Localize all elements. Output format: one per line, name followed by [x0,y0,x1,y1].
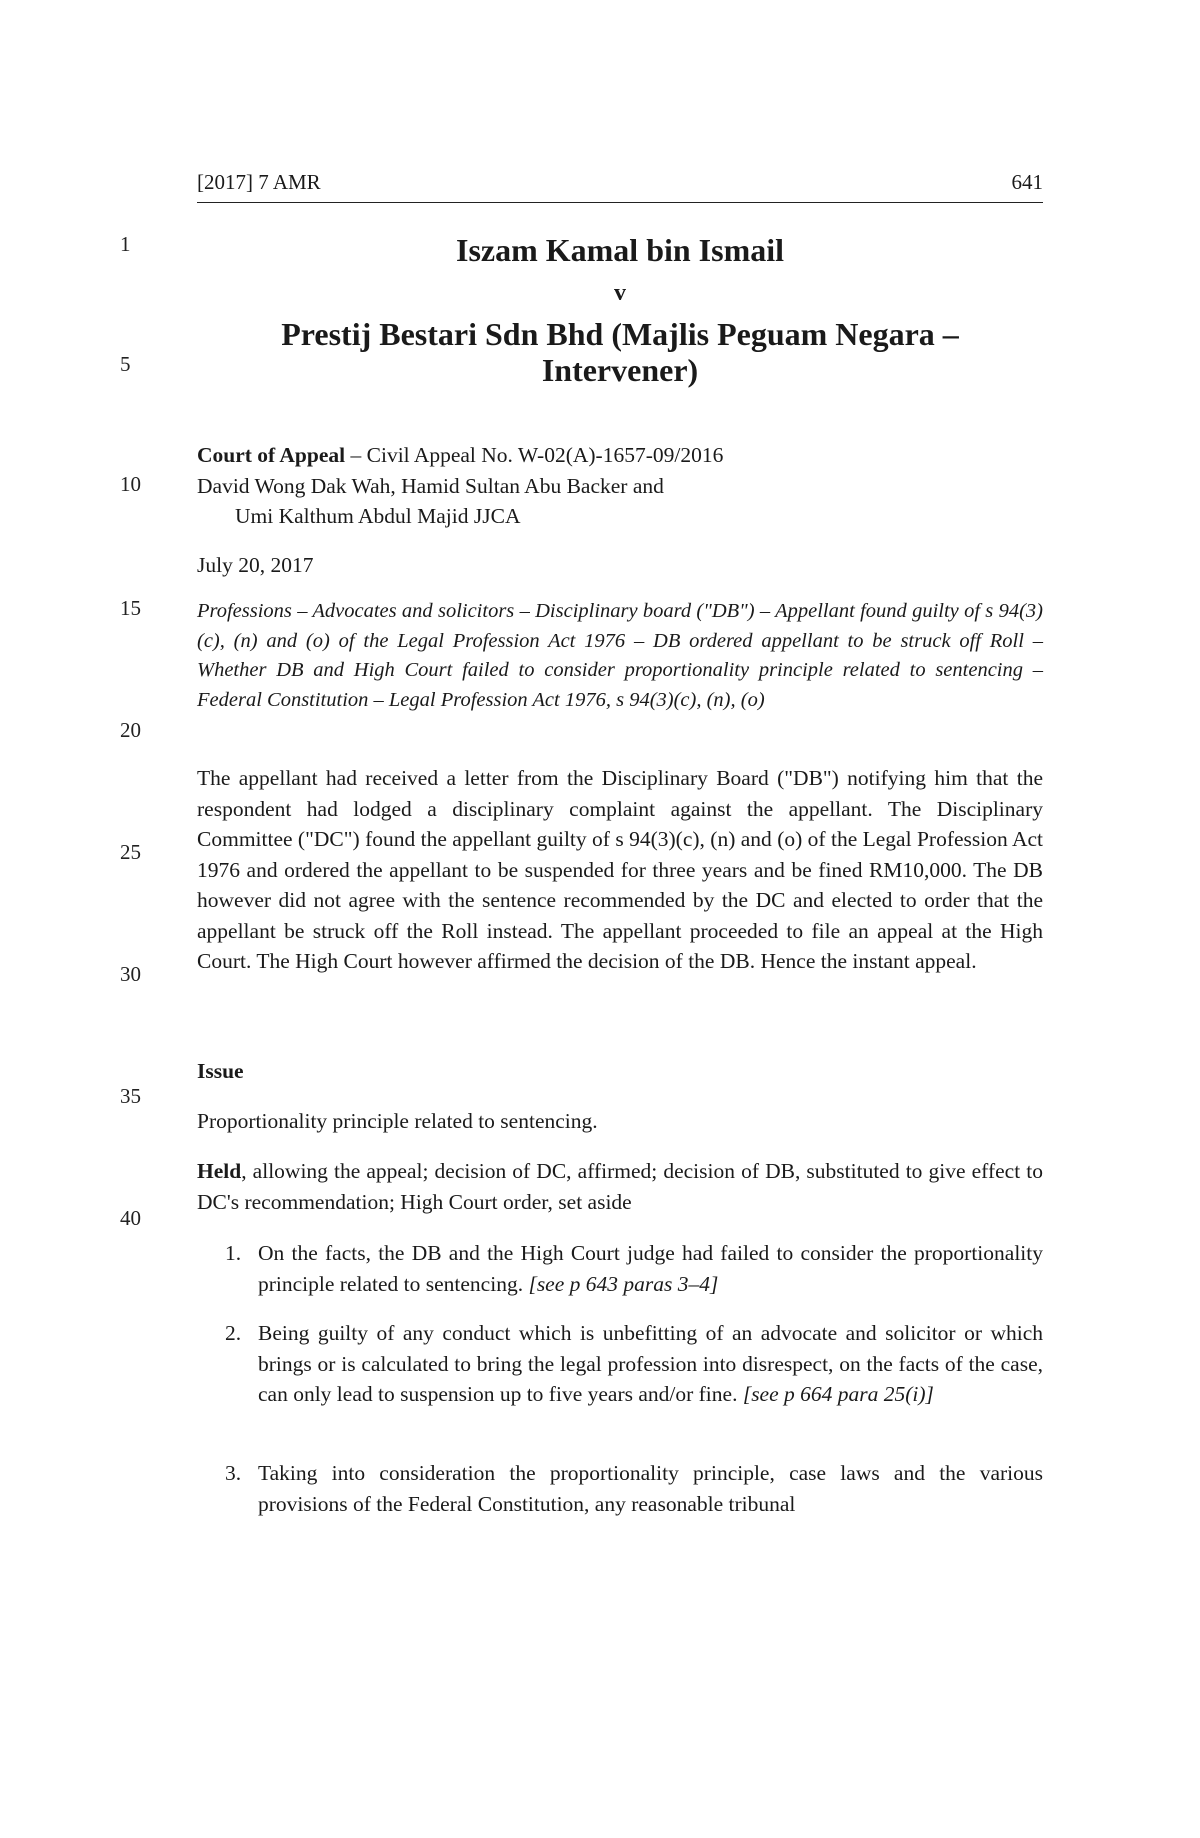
judges-line-1: David Wong Dak Wah, Hamid Sultan Abu Backer and [197,473,664,498]
line-number: 10 [120,472,141,496]
line-number: 15 [120,596,141,620]
holding-number: 2. [225,1321,242,1345]
line-number: 30 [120,962,141,986]
line-number: 5 [120,352,131,376]
case-title-respondent-line2: Intervener) [541,352,699,388]
held-text: , allowing the appeal; decision of DC, affirmed; decision of DB, substituted to give effect to DC's recommendation; High Court order, set aside [197,1159,1043,1214]
court-name: Court of Appeal [197,443,346,467]
holding-text: Taking into consideration the proportionality principle, case laws and the various provisions of the Federal Constitution, any reasonable tribunal [258,1461,1043,1516]
line-number: 40 [120,1206,141,1230]
holding-number: 1. [225,1241,242,1265]
line-number: 20 [120,718,141,742]
holding-item [225,1318,1043,1410]
issue-text: Proportionality principle related to sentencing. [197,1109,598,1133]
holding-text: Being guilty of any conduct which is unbefitting of an advocate and solicitor or which brings or is calculated to bring the legal profession into disrespect, on the facts of the case, can only lead to suspension up to five years and/or fine. [258,1321,1043,1406]
holding-item [225,1238,1043,1299]
line-number: 35 [120,1084,141,1108]
holding-reference: [see p 664 para 25(i)] [742,1382,934,1406]
held-label: Held [197,1159,242,1183]
judgment-date: July 20, 2017 [197,553,314,577]
judges-line-2: Umi Kalthum Abdul Majid JJCA [235,504,521,528]
line-number: 1 [120,232,131,256]
case-number: – Civil Appeal No. W-02(A)-1657-09/2016 [345,443,724,467]
court-details [197,440,1043,532]
holding-text: On the facts, the DB and the High Court judge had failed to consider the proportionality principle related to sentencing. [258,1241,1043,1296]
page-number: 641 [1011,170,1043,194]
case-title-versus: v [614,280,626,306]
case-title-appellant: Iszam Kamal bin Ismail [455,232,785,268]
holding-reference: [see p 643 paras 3–4] [528,1271,719,1296]
line-number: 25 [120,840,141,864]
issue-heading: Issue [197,1059,244,1083]
held-paragraph [197,1156,1043,1217]
catchwords: Professions – Advocates and solicitors – Disciplinary board ("DB") – Appellant found guilty of s 94(3)(c), (n) and (o) of the Legal Profession Act 1976 – DB ordered appellant to be struck off Roll – Whether DB and High Court failed to consider proportionality principle related to sentencing – Federal Constitution – Legal Profession Act 1976, s 94(3)(c), (n), (o) [197,600,1043,711]
running-header [197,166,1043,203]
case-title-respondent-line1: Prestij Bestari Sdn Bhd (Majlis Peguam Negara – [281,316,959,352]
report-citation: [2017] 7 AMR [197,170,321,194]
holding-item [225,1458,1043,1519]
holding-number: 3. [225,1461,242,1485]
facts-paragraph: The appellant had received a letter from the Disciplinary Board ("DB") notifying him that the respondent had lodged a disciplinary complaint against the appellant. The Disciplinary Committee ("DC") found the appellant guilty of s 94(3)(c), (n) and (o) of the Legal Profession Act 1976 and ordered the appellant to be suspended for three years and be fined RM10,000. The DB however did not agree with the sentence recommended by the DC and elected to order that the appellant be struck off the Roll instead. The appellant proceeded to file an appeal at the High Court. The High Court however affirmed the decision of the DB. Hence the instant appeal. [197,766,1043,973]
